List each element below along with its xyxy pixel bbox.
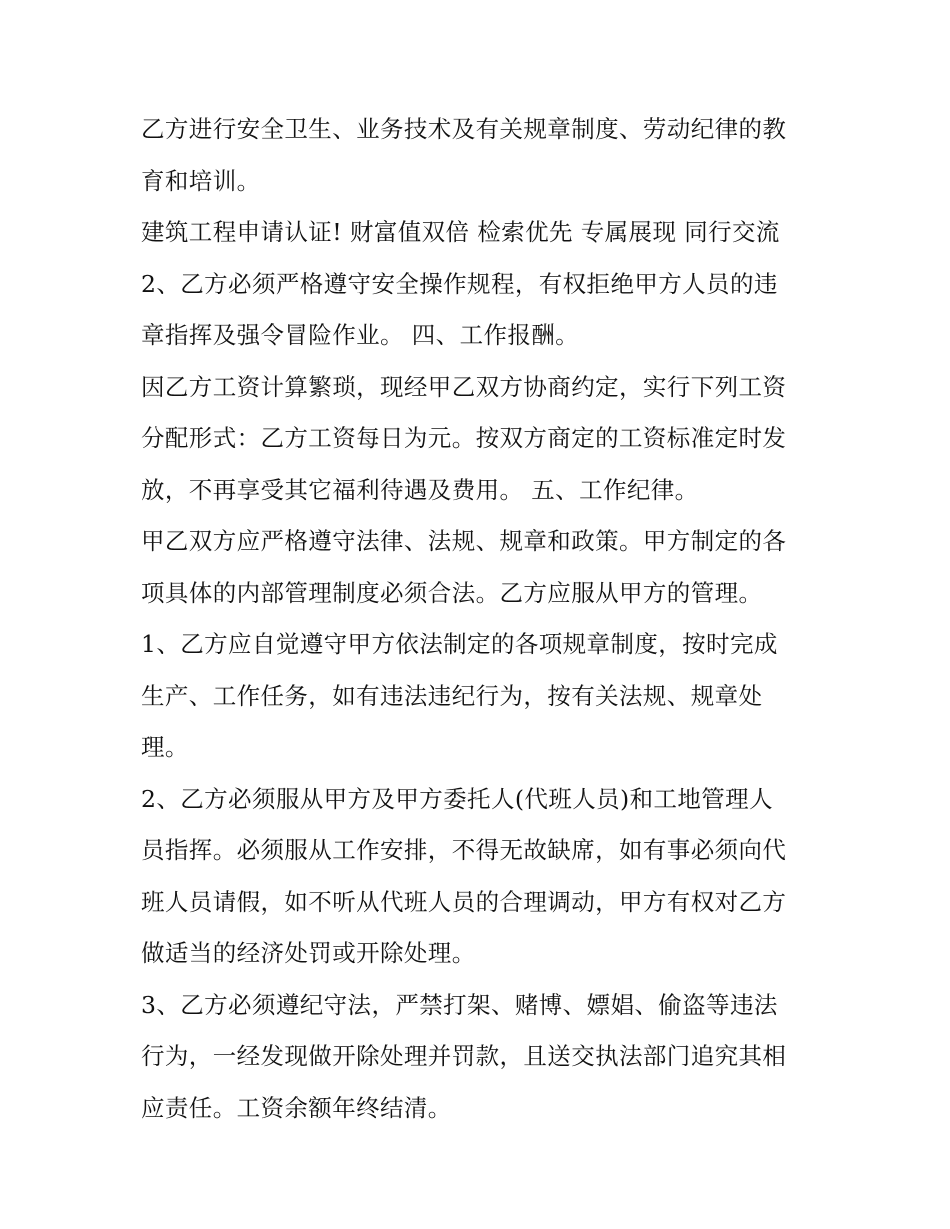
text-line: 3、乙方必须遵纪守法，严禁打架、赌博、嫖娼、偷盗等违法 (141, 990, 778, 1019)
text-line: 因乙方工资计算繁琐，现经甲乙双方协商约定，实行下列工资 (141, 372, 787, 401)
text-line: 育和培训。 (141, 166, 261, 195)
paragraph-clause-2-obey (141, 774, 821, 980)
text-line: 员指挥。必须服从工作安排，不得无故缺席，如有事必须向代 (141, 836, 787, 864)
text-line: 班人员请假，如不听从代班人员的合理调动，甲方有权对乙方 (141, 887, 787, 916)
text-line: 行为，一经发现做开除处理并罚款，且送交执法部门追究其相 (141, 1042, 787, 1070)
text-line: 生产、工作任务，如有违法违纪行为，按有关法规、规章处 (141, 681, 763, 710)
text-line: 章指挥及强令冒险作业。 四、工作报酬。 (141, 321, 580, 349)
paragraph-clause-3-law (141, 980, 821, 1135)
text-line: 理。 (141, 733, 189, 761)
text-line: 乙方进行安全卫生、业务技术及有关规章制度、劳动纪律的教 (141, 115, 787, 143)
text-line: 甲乙双方应严格遵守法律、法规、规章和政策。甲方制定的各 (141, 527, 787, 555)
paragraph-clause-1-rules (141, 619, 821, 774)
text-line: 2、乙方必须服从甲方及甲方委托人(代班人员)和工地管理人 (141, 784, 773, 813)
document-body (141, 104, 821, 1134)
paragraph-clause-2-safety (141, 259, 821, 362)
text-line: 应责任。工资余额年终结清。 (141, 1093, 452, 1122)
text-line: 做适当的经济处罚或开除处理。 (141, 939, 476, 967)
paragraph-ad-banner (141, 207, 821, 259)
text-line: 分配形式：乙方工资每日为元。按双方商定的工资标准定时发 (141, 424, 787, 452)
paragraph-discipline-intro (141, 516, 821, 619)
paragraph-safety-training (141, 104, 821, 207)
text-line: 建筑工程申请认证! 财富值双倍 检索优先 专属展现 同行交流 (141, 218, 780, 246)
text-line: 2、乙方必须严格遵守安全操作规程，有权拒绝甲方人员的违 (141, 269, 778, 298)
text-line: 项具体的内部管理制度必须合法。乙方应服从甲方的管理。 (141, 578, 763, 607)
text-line: 1、乙方应自觉遵守甲方依法制定的各项规章制度，按时完成 (141, 630, 778, 658)
text-line: 放，不再享受其它福利待遇及费用。 五、工作纪律。 (141, 475, 699, 504)
paragraph-wages (141, 362, 821, 517)
